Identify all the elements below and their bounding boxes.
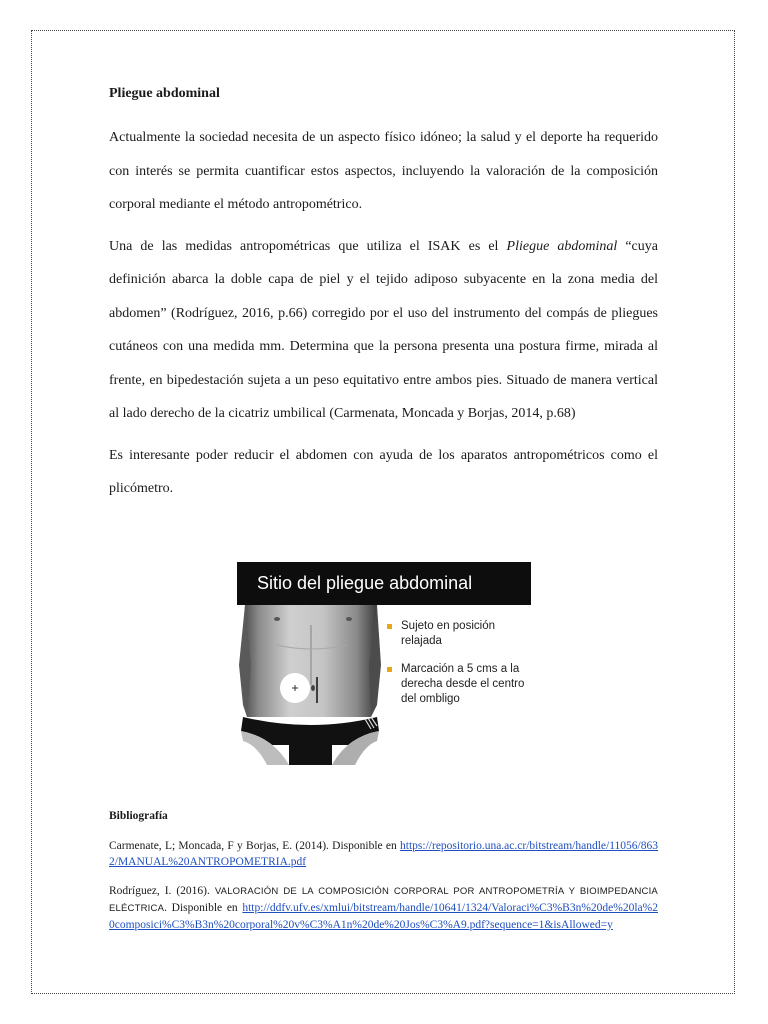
square-bullet-icon xyxy=(387,624,392,629)
section-title: Pliegue abdominal xyxy=(109,86,220,101)
bibliography-entry-2-title: VALORACIÓN DE LA COMPOSICIÓN CORPORAL POR ANTROPOMETRÍA Y BIOIMPEDANCIA ELÉCTRICA xyxy=(109,886,658,914)
document-body xyxy=(109,86,658,514)
square-bullet-icon xyxy=(387,667,392,672)
bibliography-link-1[interactable]: https://repositorio.una.ac.cr/bitstream/handle/11056/8632/MANUAL%20ANTROPOMETRIA.pdf xyxy=(109,840,658,868)
paragraph-2-start: Una de las medidas antropométricas que utiliza el ISAK es el xyxy=(109,238,507,254)
paragraph-2 xyxy=(109,230,658,431)
abdominal-fold-figure xyxy=(237,562,531,765)
paragraph-3: Es interesante poder reducir el abdomen con ayuda de los aparatos antropométricos como el plicómetro. xyxy=(109,447,658,496)
bibliography-title: Bibliografía xyxy=(109,810,168,822)
paragraph-2-italic: Pliegue abdominal xyxy=(506,238,618,254)
abdomen-photo xyxy=(237,605,382,765)
bibliography xyxy=(109,808,658,946)
paragraph-2-end: “cuya definición abarca la doble capa de piel y el tejido adiposo subyacente en la zona media del abdomen” (Rodríguez, 2016, p.66) corregido por el uso del instrumento del compás de pliegues cutáneos con una medida mm. Determina que la persona presenta una postura firme, mirada al frente, en bipedestación sujeta a un peso equitativo entre ambos pies. Situado de manera vertical al lado derecho de la cicatriz umbilical (Carmenata, Moncada y Borjas, 2014, p.68) xyxy=(109,238,658,421)
bibliography-link-2[interactable]: http://ddfv.ufv.es/xmlui/bitstream/handle/10641/1324/Valoraci%C3%B3n%20de%20la%20composici%C3%B3n%20corporal%20v%C3%A1n%20de%20Jos%C3%A9.pdf?sequence=1&isAllowed=y xyxy=(109,902,658,931)
bibliography-entry-2: Rodríguez, I. (2016). VALORACIÓN DE LA COMPOSICIÓN CORPORAL POR ANTROPOMETRÍA Y BIOIMPEDANCIA ELÉCTRICA. Disponible en http://ddfv.ufv.es/xmlui/bitstream/handle/10641/1324/Valoraci%C3%B3n%20de%20la%20composici%C3%B3n%20corporal%20v%C3%A1n%20de%20Jos%C3%A9.pdf?sequence=1&isAllowed=y xyxy=(109,885,658,931)
figure-bullet-list xyxy=(385,619,531,720)
bibliography-entry-1: Carmenate, L; Moncada, F y Borjas, E. (2014). Disponible en https://repositorio.una.ac.cr/bitstream/handle/11056/8632/MANUAL%20ANTROPOMETRIA.pdf xyxy=(109,840,658,868)
figure-bullet-2: Marcación a 5 cms a la derecha desde el centro del ombligo xyxy=(385,662,531,707)
figure-bullet-1: Sujeto en posición relajada xyxy=(385,619,531,649)
figure-header: Sitio del pliegue abdominal xyxy=(237,562,531,605)
paragraph-1: Actualmente la sociedad necesita de un aspecto físico idóneo; la salud y el deporte ha requerido con interés se permita cuantificar estos aspectos, incluyendo la valoración de la composición corporal mediante el método antropométrico. xyxy=(109,130,658,212)
